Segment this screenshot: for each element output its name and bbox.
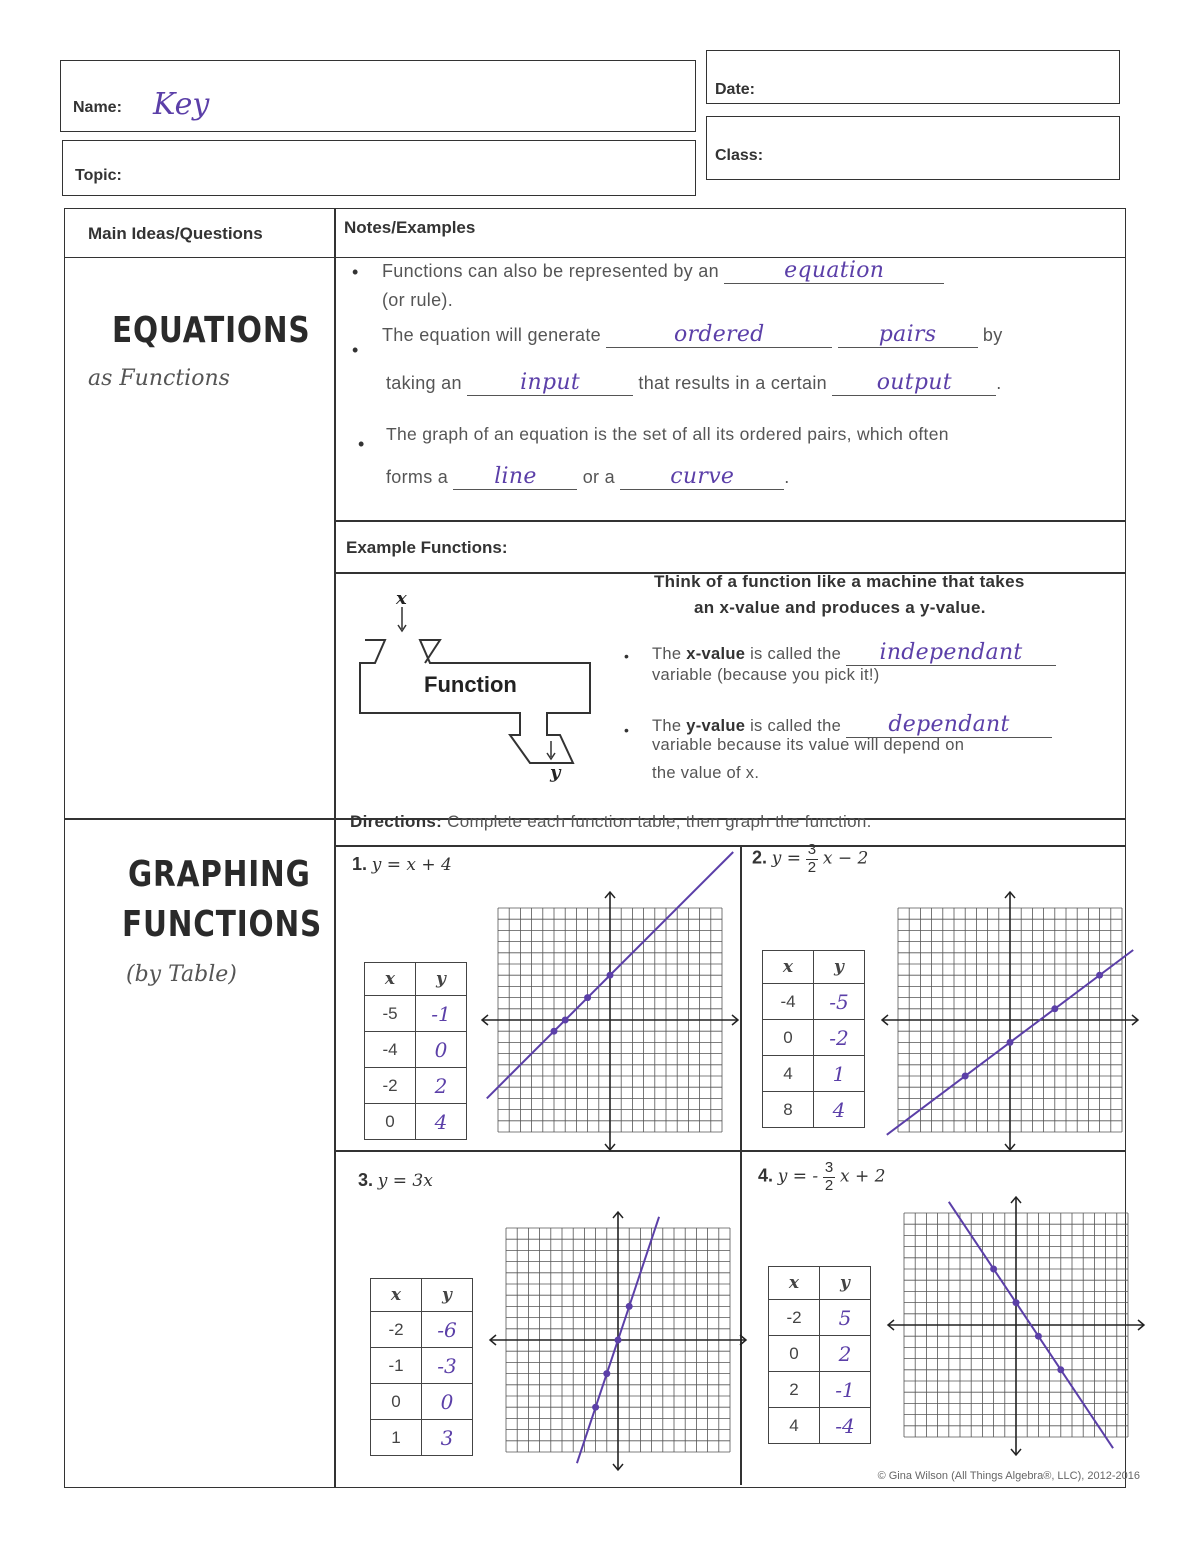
column-divider	[334, 208, 336, 1488]
note-xvalue: The x-value is called the independant	[652, 640, 1056, 666]
note-graph-equation: The graph of an equation is the set of all its ordered pairs, which often	[386, 424, 949, 444]
note-line-curve: forms a line or a curve .	[386, 464, 790, 489]
date-label: Date:	[715, 81, 756, 98]
problem-2-label: 2. y = $\frac{3}{2}$ x − 2	[752, 841, 869, 876]
graph-3[interactable]	[488, 1210, 748, 1472]
plotted-point	[990, 1266, 997, 1273]
answer-pairs: pairs	[838, 322, 978, 348]
table-row: 0 0	[371, 1384, 473, 1420]
note-yvalue-line2: variable because its value will depend on	[652, 736, 965, 754]
graphing-title-2: FUNCTIONS	[122, 904, 323, 945]
equations-subtitle: as Functions	[88, 366, 230, 391]
name-value: Key	[153, 87, 210, 122]
note-xvalue-line2: variable (because you pick it!)	[652, 666, 880, 684]
note-generate: The equation will generate ordered pairs by	[382, 322, 1003, 347]
table-row: -2 2	[365, 1068, 467, 1104]
table-row: 0 4	[365, 1104, 467, 1140]
plotted-point	[1057, 1366, 1064, 1373]
table-row: -2 5	[769, 1300, 871, 1336]
table-row: 2 -1	[769, 1372, 871, 1408]
bullet-1: •	[352, 262, 359, 282]
answer-ordered: ordered	[606, 322, 832, 348]
problem-3-label: 3. y = 3x	[358, 1170, 433, 1191]
answer-dependant: dependant	[846, 712, 1052, 738]
right-column-header: Notes/Examples	[344, 218, 476, 237]
table-row: -5 -1	[365, 996, 467, 1032]
example-heading: Example Functions:	[346, 538, 508, 557]
topic-label: Topic:	[75, 167, 122, 184]
topic-box[interactable]	[62, 140, 696, 196]
machine-output-var: y	[550, 762, 561, 783]
note-yvalue-line3: the value of x.	[652, 764, 760, 782]
graphing-title-1: GRAPHING	[128, 854, 311, 895]
answer-line: line	[453, 464, 577, 490]
directions: Directions: Complete each function table, then graph the function.	[350, 812, 872, 831]
table-row: 1 3	[371, 1420, 473, 1456]
graph-4[interactable]	[886, 1195, 1146, 1457]
answer-input: input	[467, 370, 633, 396]
name-box[interactable]	[60, 60, 696, 132]
plotted-point	[1007, 1039, 1014, 1046]
bullet-2: •	[352, 340, 359, 360]
function-table-4: x y -2 5 0 2 2 -1 4 -4	[768, 1266, 871, 1444]
table-row: 4 -4	[769, 1408, 871, 1444]
plotted-point	[1035, 1333, 1042, 1340]
bullet-3: •	[358, 434, 365, 454]
divider-directions	[334, 845, 1126, 847]
equations-title: EQUATIONS	[112, 310, 311, 351]
graphing-subtitle: (by Table)	[126, 962, 237, 987]
table-row: 8 4	[763, 1092, 865, 1128]
plotted-point	[562, 1017, 569, 1024]
function-table-3: x y -2 -6 -1 -3 0 0 1 3	[370, 1278, 473, 1456]
problem-1-label: 1. y = x + 4	[352, 854, 452, 875]
plotted-point	[551, 1028, 558, 1035]
note-or-rule: (or rule).	[382, 290, 454, 310]
class-label: Class:	[715, 147, 764, 164]
note-input-output: taking an input that results in a certain output .	[386, 370, 1002, 395]
table-row: 4 1	[763, 1056, 865, 1092]
answer-independant: independant	[846, 640, 1056, 666]
table-row: -1 -3	[371, 1348, 473, 1384]
answer-equation: equation	[724, 258, 944, 284]
plotted-point	[626, 1303, 633, 1310]
table-row: -2 -6	[371, 1312, 473, 1348]
function-table-2: x y -4 -5 0 -2 4 1 8 4	[762, 950, 865, 1128]
table-row: -4 0	[365, 1032, 467, 1068]
plotted-point	[615, 1337, 622, 1344]
graph-2[interactable]	[880, 890, 1140, 1152]
note-yvalue: The y-value is called the dependant	[652, 712, 1052, 738]
answer-curve: curve	[620, 464, 784, 490]
bullet-xvalue: •	[624, 648, 629, 664]
function-table-1: x y -5 -1 -4 0 -2 2 0 4	[364, 962, 467, 1140]
plotted-point	[603, 1370, 610, 1377]
plotted-point	[962, 1073, 969, 1080]
class-box[interactable]	[706, 116, 1120, 180]
name-label: Name:	[73, 99, 122, 116]
copyright-footer: © Gina Wilson (All Things Algebra®, LLC), 2012-2016	[877, 1470, 1140, 1482]
answer-output: output	[832, 370, 996, 396]
table-row: -4 -5	[763, 984, 865, 1020]
plotted-point	[592, 1404, 599, 1411]
graph-1[interactable]	[480, 890, 740, 1152]
table-row: 0 -2	[763, 1020, 865, 1056]
divider-equations	[334, 520, 1126, 522]
note-functions-represented: Functions can also be represented by an equation	[382, 258, 944, 284]
machine-label: Function	[424, 672, 517, 697]
plotted-point	[584, 994, 591, 1001]
plotted-point	[607, 972, 614, 979]
plotted-point	[1013, 1299, 1020, 1306]
date-box[interactable]	[706, 50, 1120, 104]
left-column-header: Main Ideas/Questions	[88, 224, 263, 243]
think-line-2: an x-value and produces a y-value.	[694, 598, 986, 617]
table-row: 0 2	[769, 1336, 871, 1372]
think-line-1: Think of a function like a machine that takes	[654, 572, 1025, 591]
machine-input-var: x	[396, 588, 407, 609]
bullet-yvalue: •	[624, 722, 629, 738]
plotted-point	[1096, 972, 1103, 979]
problem-4-label: 4. y = - $\frac{3}{2}$ x + 2	[758, 1159, 886, 1194]
plotted-point	[1051, 1005, 1058, 1012]
